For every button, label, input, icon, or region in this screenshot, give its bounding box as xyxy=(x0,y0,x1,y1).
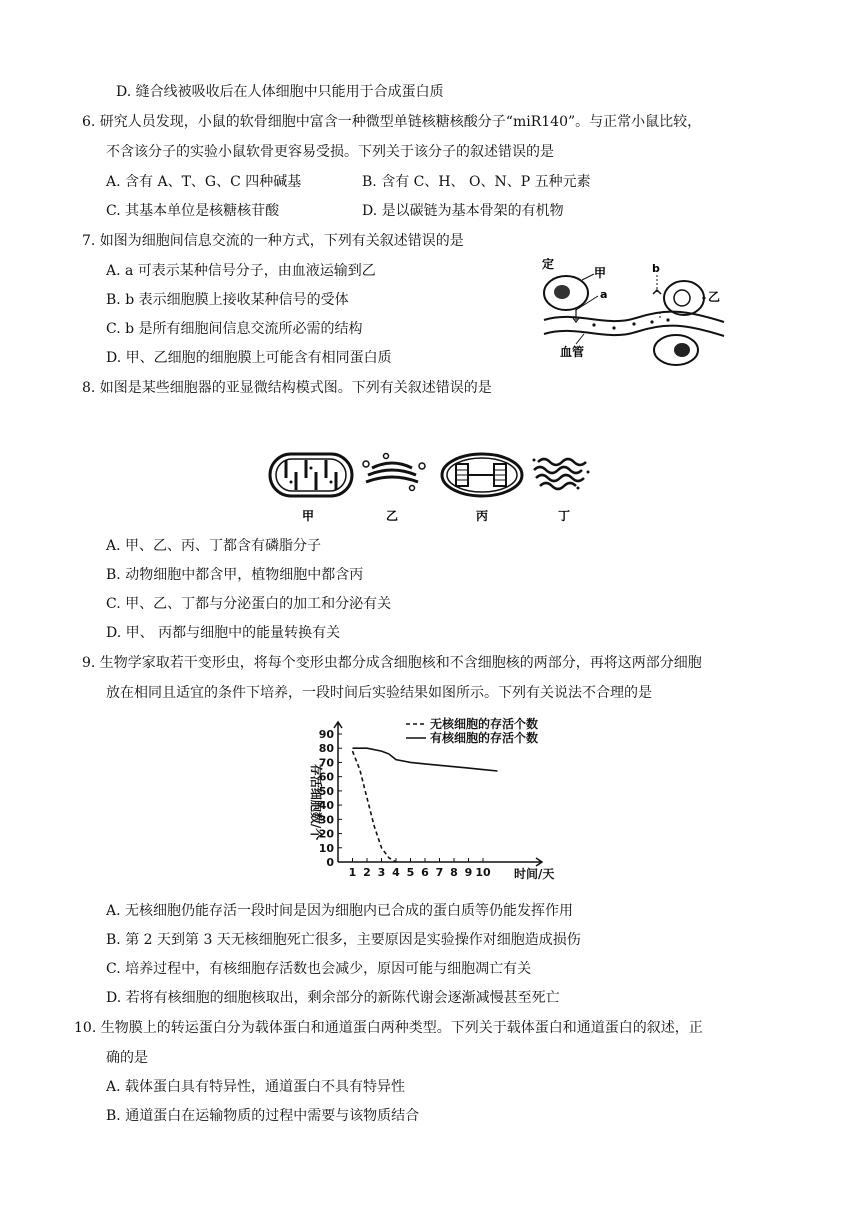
x-tick-label: 5 xyxy=(406,866,415,879)
q6-option-c: C. 其基本单位是核糖核苷酸 xyxy=(106,203,280,219)
q7-cell-bottom-nucleus xyxy=(674,343,690,357)
x-tick-label: 10 xyxy=(475,866,491,879)
y-tick-label: 80 xyxy=(318,742,334,756)
organelle-bing-chloroplast xyxy=(442,454,522,496)
x-tick-label: 6 xyxy=(421,866,429,879)
q8-stem: 8. 如图是某些细胞器的亚显微结构模式图。下列有关叙述错误的是 xyxy=(82,380,492,396)
q7-fig-label-yi: 乙 xyxy=(708,290,721,304)
x-tick-label: 4 xyxy=(392,866,400,879)
q8-organelle-figure xyxy=(262,448,602,528)
organelle-label-ding: 丁 xyxy=(558,509,571,523)
q7-fig-label-vessel: 血管 xyxy=(560,345,585,359)
q7-fig-cut-label: 定 xyxy=(542,258,555,271)
x-tick-label: 3 xyxy=(377,866,386,879)
x-tick-label: 8 xyxy=(450,866,458,879)
x-tick-label: 2 xyxy=(363,866,371,879)
q7-fig-label-jia: 甲 xyxy=(594,266,607,280)
survival-chart xyxy=(298,712,578,888)
q9-stem-line2: 放在相同且适宜的条件下培养，一段时间后实验结果如图所示。下列有关说法不合理的是 xyxy=(106,685,652,701)
q7-vessel-lower-wall xyxy=(544,326,724,336)
y-tick-label: 90 xyxy=(318,728,334,741)
q7-option-b: B. b 表示细胞膜上接收某种信号的受体 xyxy=(106,292,349,308)
organelle-yi-golgi xyxy=(363,454,425,491)
y-tick-label: 10 xyxy=(318,841,334,855)
legend-label: 有核细胞的存活个数 xyxy=(430,731,539,745)
q10-stem-line1: 10. 生物膜上的转运蛋白分为载体蛋白和通道蛋白两种类型。下列关于载体蛋白和通道蛋白的叙述，正 xyxy=(74,1020,703,1036)
series-line-nucleate xyxy=(353,748,498,771)
q7-vessel-upper-wall xyxy=(544,312,724,322)
q6-option-b: B. 含有 C、H、 O、N、P 五种元素 xyxy=(362,174,591,190)
organelle-jia-mitochondrion xyxy=(270,454,352,496)
q6-stem-line2: 不含该分子的实验小鼠软骨更容易受损。下列关于该分子的叙述错误的是 xyxy=(106,144,554,160)
q9-option-a: A. 无核细胞仍能存活一段时间是因为细胞内已合成的蛋白质等仍能发挥作用 xyxy=(106,903,574,919)
q7-stem: 7. 如图为细胞间信息交流的一种方式，下列有关叙述错误的是 xyxy=(82,233,464,249)
q8-option-d: D. 甲、 丙都与细胞中的能量转换有关 xyxy=(106,625,341,641)
y-axis-label: 存活细胞数/个 xyxy=(309,763,323,841)
q10-option-b: B. 通道蛋白在运输物质的过程中需要与该物质结合 xyxy=(106,1108,420,1124)
y-tick-label: 70 xyxy=(318,756,334,770)
q8-option-a: A. 甲、乙、丙、丁都含有磷脂分子 xyxy=(106,538,322,554)
x-tick-label: 9 xyxy=(464,866,473,879)
organelle-label-bing: 丙 xyxy=(476,509,489,523)
series-line-anucleate xyxy=(353,751,397,862)
q7-fig-label-a: a xyxy=(600,288,608,301)
y-tick-label: 40 xyxy=(318,799,334,813)
q9-stem-line1: 9. 生物学家取若干变形虫，将每个变形虫都分成含细胞核和不含细胞核的两部分，再将这两部分细胞 xyxy=(82,655,702,671)
y-tick-label: 30 xyxy=(318,813,334,827)
y-tick-label: 20 xyxy=(318,827,334,841)
q7-cell-signaling-figure xyxy=(536,258,732,370)
x-tick-label: 7 xyxy=(435,866,444,879)
q7-cell-jia-nucleus xyxy=(554,285,570,299)
q7-option-a: A. a 可表示某种信号分子，由血液运输到乙 xyxy=(106,263,376,279)
x-axis-label: 时间/天 xyxy=(514,867,555,881)
legend-label: 无核细胞的存活个数 xyxy=(430,717,539,731)
q10-stem-line2: 确的是 xyxy=(106,1050,148,1066)
q6-option-a: A. 含有 A、T、G、C 四种碱基 xyxy=(106,174,302,190)
q9-option-d: D. 若将有核细胞的细胞核取出，剩余部分的新陈代谢会逐渐减慢甚至死亡 xyxy=(106,990,560,1006)
q7-option-c: C. b 是所有细胞间信息交流所必需的结构 xyxy=(106,321,363,337)
y-tick-label: 50 xyxy=(318,784,334,798)
q6-stem-line1: 6. 研究人员发现，小鼠的软骨细胞中富含一种微型单链核糖核酸分子“miR140”。与正常小鼠比较， xyxy=(82,114,702,130)
q10-option-a: A. 载体蛋白具有特异性，通道蛋白不具有特异性 xyxy=(106,1079,406,1095)
q7-cell-yi xyxy=(664,281,704,315)
q7-fig-label-b: b xyxy=(652,262,660,275)
q5-option-d: D. 缝合线被吸收后在人体细胞中只能用于合成蛋白质 xyxy=(116,84,444,100)
q9-option-c: C. 培养过程中，有核细胞存活数也会减少，原因可能与细胞凋亡有关 xyxy=(106,961,532,977)
y-tick-label: 60 xyxy=(318,770,334,784)
q7-option-d: D. 甲、乙细胞的细胞膜上可能含有相同蛋白质 xyxy=(106,350,392,366)
q8-option-b: B. 动物细胞中都含甲，植物细胞中都含丙 xyxy=(106,567,364,583)
q9-option-b: B. 第 2 天到第 3 天无核细胞死亡很多，主要原因是实验操作对细胞造成损伤 xyxy=(106,932,581,948)
q8-option-c: C. 甲、乙、丁都与分泌蛋白的加工和分泌有关 xyxy=(106,596,392,612)
y-tick-label: 0 xyxy=(326,856,334,869)
x-tick-label: 1 xyxy=(348,866,357,879)
organelle-ding-er xyxy=(533,459,590,490)
q6-option-d: D. 是以碳链为基本骨架的有机物 xyxy=(362,203,564,219)
organelle-label-yi: 乙 xyxy=(386,509,399,523)
organelle-label-jia: 甲 xyxy=(302,509,315,523)
